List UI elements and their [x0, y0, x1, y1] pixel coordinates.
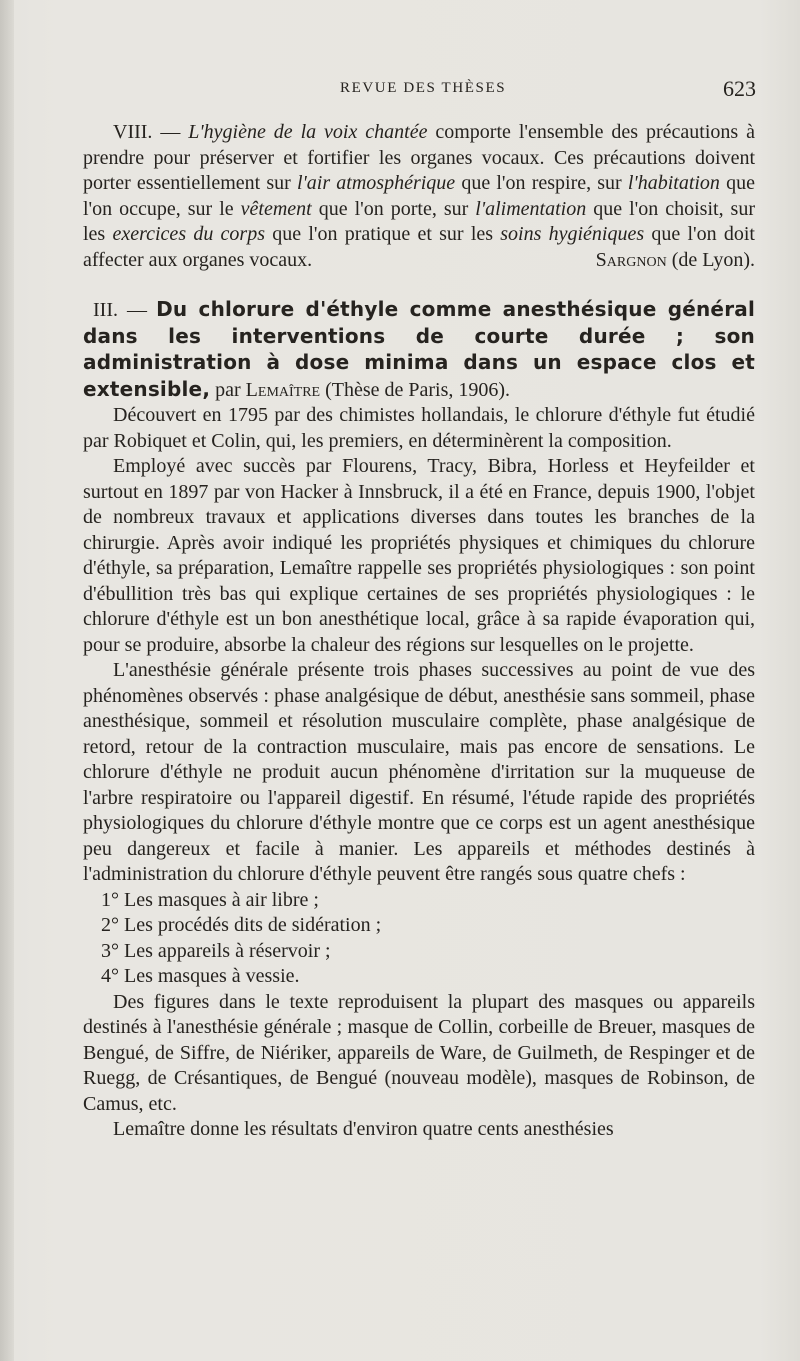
- page-number: 623: [723, 76, 756, 101]
- review-viii-text: que l'on respire, sur: [455, 172, 628, 194]
- emphasis-exercices: exercices du corps: [112, 223, 265, 245]
- review-iii-by: par: [210, 378, 246, 401]
- list-item: 2° Les procédés dits de sidération ;: [101, 914, 382, 936]
- paragraph: Lemaître donne les résultats d'environ quatre cents anesthésies: [113, 1118, 614, 1140]
- review-viii-text: que l'on porte, sur: [311, 197, 476, 220]
- emphasis-soins: soins hygiéniques: [500, 223, 645, 245]
- emphasis-air: l'air atmosphérique: [296, 172, 456, 194]
- review-viii-text: que l'on pratique et sur les: [265, 223, 501, 245]
- emphasis-alimentation: l'alimentation: [475, 197, 587, 220]
- paragraph: Employé avec succès par Flourens, Tracy, Bibra, Horless et Heyfeilder et surtout en 1897 par von Hacker à Innsbruck, il a été en France, depuis 1900, l'objet de nombreux travaux et applications diverses dans toutes les branches de la chirurgie. Après avoir indiqué les propriétés physiques et chimiques du chlorure d'éthyle, sa préparation, Lemaître rappelle ses propriétés physiologiques : son point d'ébullition très bas qui explique certaines de ses propriétés physiologiques : le chlorure d'éthyle est un bon anesthétique local, grâce à sa rapide évaporation qui, pour se produire, absorbe la chaleur des régions sur lesquelles on le projette.: [83, 455, 755, 656]
- emphasis-vetement: vêtement: [240, 197, 312, 220]
- body-text: [83, 120, 755, 1143]
- running-title: REVUE DES THÈSES: [340, 80, 507, 96]
- review-viii-text: que l'on doit affecter aux organes vocaux.: [83, 223, 755, 271]
- emphasis-habitation: l'habitation: [627, 172, 720, 194]
- review-viii-text: que l'on occupe, sur le: [83, 172, 755, 220]
- review-viii-signature: [566, 248, 755, 274]
- review-viii-author: Sargnon: [595, 248, 667, 271]
- review-viii-number: VIII. —: [113, 121, 189, 143]
- list-item: 4° Les masques à vessie.: [101, 965, 300, 987]
- paragraph: Découvert en 1795 par des chimistes hollandais, le chlorure d'éthyle fut étudié par Robiquet et Colin, qui, les premiers, en déterminèrent la composition.: [83, 404, 755, 452]
- review-iii-heading: [83, 297, 755, 403]
- paragraph: L'anesthésie générale présente trois phases successives au point de vue des phénomènes observés : phase analgésique de début, anesthésie sans sommeil, phase anesthésique, sommeil et résolution musculaire complète, phase analgésique de retord, retour de la contraction musculaire, mais pas encore de sensations. Le chlorure d'éthyle ne produit aucun phénomène d'irritation sur la muqueuse de l'arbre respiratoire ou l'appareil digestif. En résumé, l'étude rapide des propriétés physiologiques du chlorure d'éthyle montre que ce corps est un agent anesthésique peu dangereux et facile à manier. Les appareils et méthodes destinés à l'administration du chlorure d'éthyle peuvent être rangés sous quatre chefs :: [83, 659, 755, 885]
- list-item: 1° Les masques à air libre ;: [101, 888, 319, 911]
- review-viii-affiliation: (de Lyon).: [671, 248, 755, 271]
- running-head: [0, 76, 800, 102]
- review-viii-text: que l'on choisit, sur les: [83, 197, 756, 245]
- review-iii-title: Du chlorure d'éthyle comme anesthésique général dans les interventions de courte durée ; son administration à dose minima dans un espace clos et extensible,: [83, 297, 756, 401]
- review-viii: [83, 120, 755, 273]
- page-gutter-shadow: [0, 0, 14, 1361]
- review-iii-author: Lemaître: [245, 378, 321, 401]
- list-item: 3° Les appareils à réservoir ;: [101, 939, 331, 962]
- review-iii-number: III. —: [93, 299, 157, 321]
- review-iii-source: (Thèse de Paris, 1906).: [320, 378, 511, 401]
- review-viii-title: L'hygiène de la voix chantée: [188, 121, 428, 143]
- paragraph: Des figures dans le texte reproduisent la plupart des masques ou appareils destinés à l'anesthésie générale ; masque de Collin, corbeille de Breuer, masques de Bengué, de Siffre, de Niériker, appareils de Ware, de Guilmeth, de Respinger et de Ruegg, de Crésantiques, de Bengué (nouveau modèle), masques de Robinson, de Camus, etc.: [83, 990, 755, 1115]
- review-viii-text: comporte l'ensemble des précautions à prendre pour préserver et fortifier les organes vocaux. Ces précautions doivent porter essentiellement sur: [83, 121, 755, 194]
